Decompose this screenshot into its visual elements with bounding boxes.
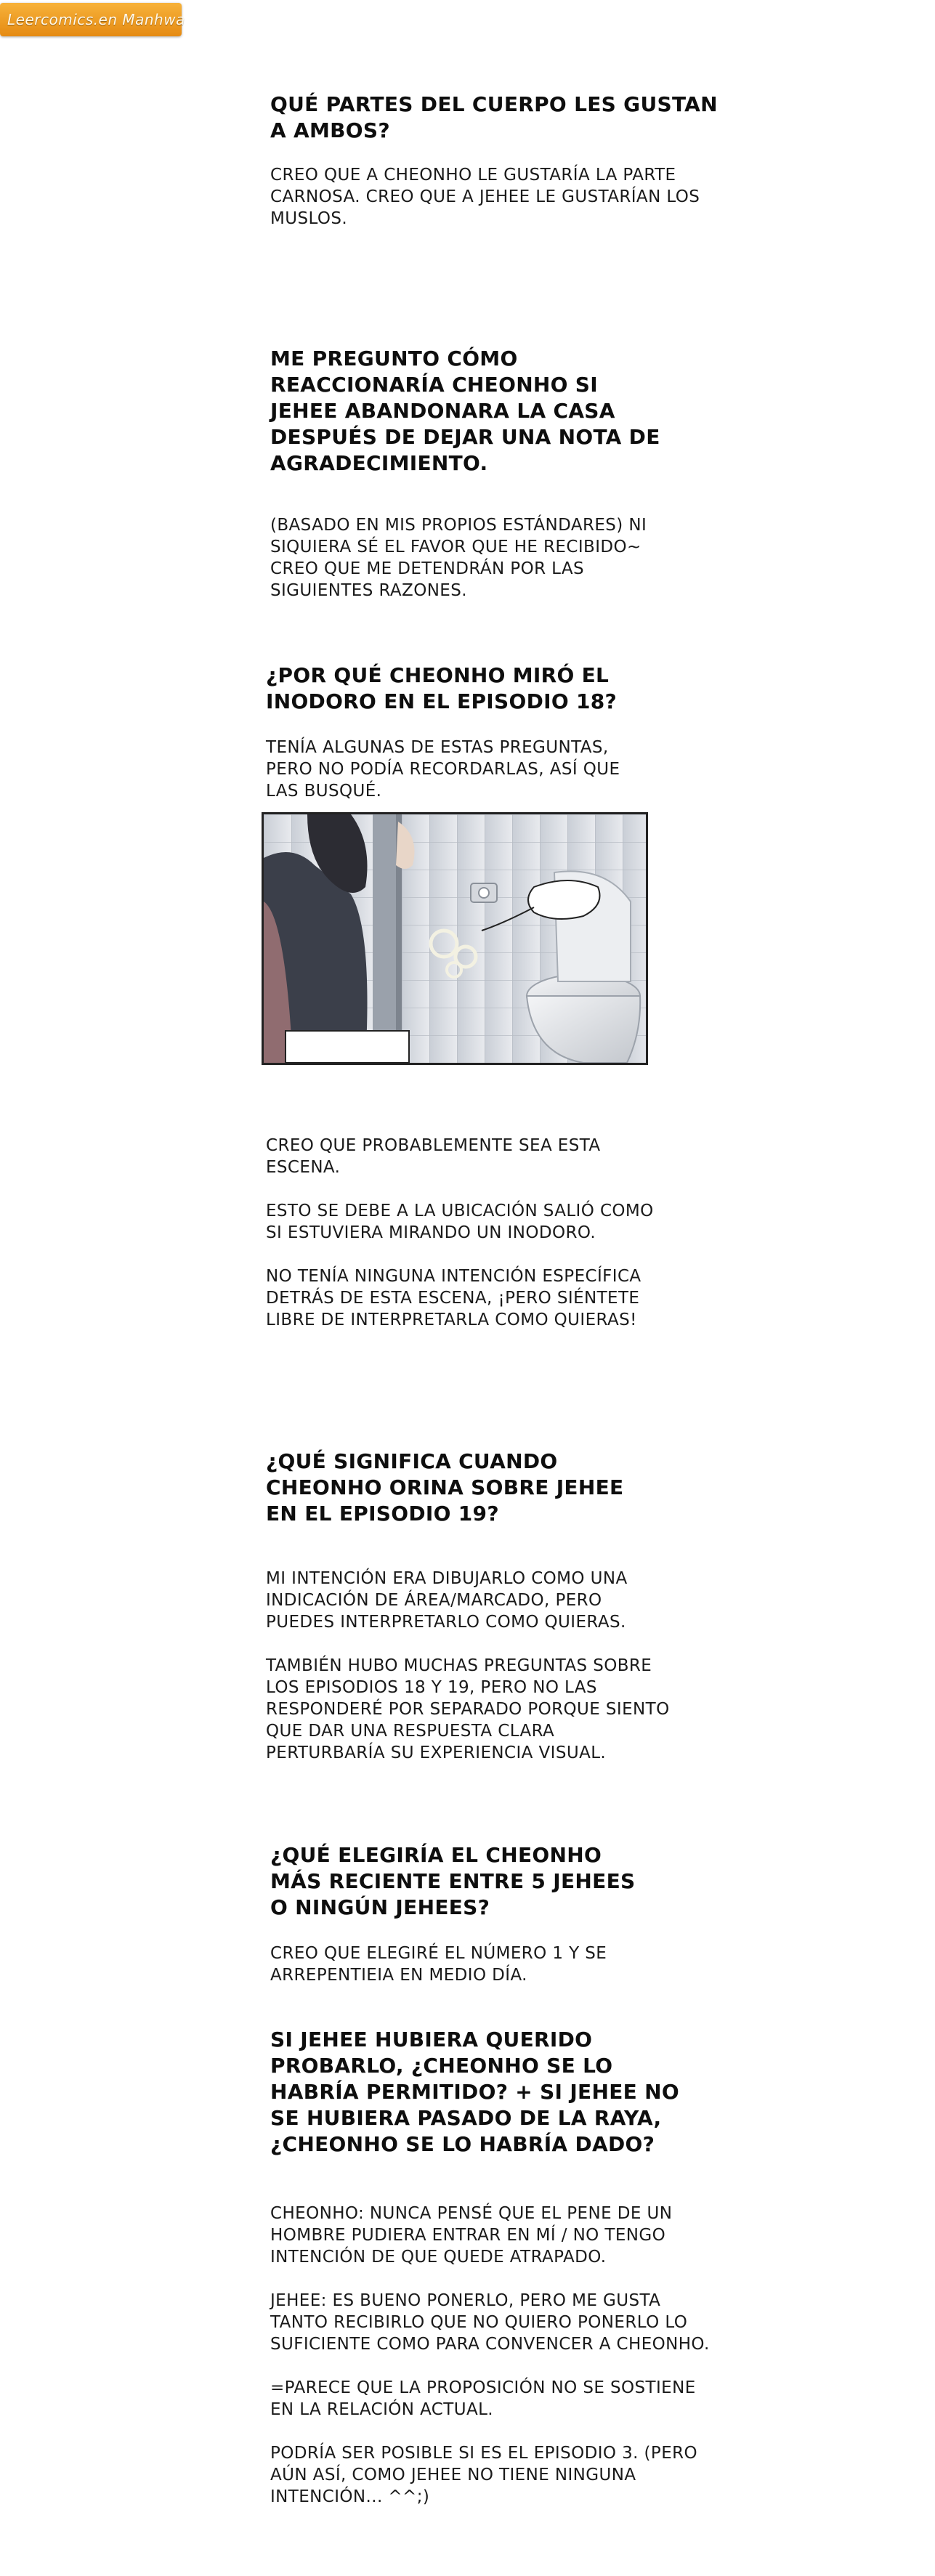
answer-toilet-search: TENÍA ALGUNAS DE ESTAS PREGUNTAS, PERO NO PODÍA RECORDARLAS, ASÍ QUE LAS BUSQUÉ. — [266, 738, 620, 801]
answer-scene-3: NO TENÍA NINGUNA INTENCIÓN ESPECÍFICA DETRÁS DE ESTA ESCENA, ¡PERO SIÉNTETE LIBRE DE INTERPRETARLA COMO QUIERAS! — [266, 1267, 641, 1329]
question-episode-19: ¿QUÉ SIGNIFICA CUANDO CHEONHO ORINA SOBRE JEHEE EN EL EPISODIO 19? — [266, 1449, 624, 1526]
answer-jehee: JEHEE: ES BUENO PONERLO, PERO ME GUSTA TANTO RECIBIRLO QUE NO QUIERO PONERLO LO SUFICIENTE COMO PARA CONVENCER A CHEONHO. — [270, 2291, 710, 2354]
comic-panel-toilet-scene — [262, 812, 648, 1065]
answer-episode-19-more: TAMBIÉN HUBO MUCHAS PREGUNTAS SOBRE LOS EPISODIOS 18 Y 19, PERO NO LAS RESPONDERÉ POR SEPARADO PORQUE SIENTO QUE DAR UNA RESPUESTA CLARA PERTURBARÍA SU EXPERIENCIA VISUAL. — [266, 1656, 670, 1762]
question-five-jehees: ¿QUÉ ELEGIRÍA EL CHEONHO MÁS RECIENTE ENTRE 5 JEHEES O NINGÚN JEHEES? — [270, 1843, 636, 1919]
site-logo-text: Leercomics.en Manhwa — [7, 11, 185, 28]
question-try-it: SI JEHEE HUBIERA QUERIDO PROBARLO, ¿CHEONHO SE LO HABRÍA PERMITIDO? + SI JEHEE NO SE HUBIERA PASADO DE LA RAYA, ¿CHEONHO SE LO HABRÍA DADO? — [270, 2028, 679, 2156]
answer-body-parts: CREO QUE A CHEONHO LE GUSTARÍA LA PARTE CARNOSA. CREO QUE A JEHEE LE GUSTARÍAN LOS MUSLOS. — [270, 166, 700, 228]
question-leaving-note: ME PREGUNTO CÓMO REACCIONARÍA CHEONHO SI JEHEE ABANDONARA LA CASA DESPUÉS DE DEJAR UNA NOTA DE AGRADECIMIENTO. — [270, 347, 660, 475]
answer-leaving-note: (BASADO EN MIS PROPIOS ESTÁNDARES) NI SIQUIERA SÉ EL FAVOR QUE HE RECIBIDO~ CREO QUE ME DETENDRÁN POR LAS SIGUIENTES RAZONES. — [270, 516, 647, 600]
answer-five-jehees: CREO QUE ELEGIRÉ EL NÚMERO 1 Y SE ARREPENTIEIA EN MEDIO DÍA. — [270, 1944, 607, 1985]
comic-panel-illustration — [264, 814, 646, 1063]
qa-block-1 — [270, 92, 735, 230]
question-body-parts: QUÉ PARTES DEL CUERPO LES GUSTAN A AMBOS? — [270, 92, 718, 142]
answer-scene-1: CREO QUE PROBABLEMENTE SEA ESTA ESCENA. — [266, 1136, 601, 1177]
qa-block-2 — [270, 346, 663, 602]
qa-block-4 — [266, 1135, 687, 1331]
site-logo[interactable] — [0, 3, 185, 36]
answer-cheonho: CHEONHO: NUNCA PENSÉ QUE EL PENE DE UN HOMBRE PUDIERA ENTRAR EN MÍ / NO TENGO INTENCIÓN DE QUE QUEDE ATRAPADO. — [270, 2204, 673, 2267]
answer-episode-3: PODRÍA SER POSIBLE SI ES EL EPISODIO 3. (PERO AÚN ASÍ, COMO JEHEE NO TIENE NINGUNA INTENCIÓN... ^^;) — [270, 2444, 698, 2506]
answer-scene-2: ESTO SE DEBE A LA UBICACIÓN SALIÓ COMO SI ESTUVIERA MIRANDO UN INODORO. — [266, 1202, 654, 1242]
qa-block-7 — [270, 2027, 710, 2508]
qa-block-3 — [266, 663, 695, 802]
qa-block-5 — [266, 1449, 673, 1764]
answer-episode-19-intent: MI INTENCIÓN ERA DIBUJARLO COMO UNA INDICACIÓN DE ÁREA/MARCADO, PERO PUEDES INTERPRETARLO COMO QUIERAS. — [266, 1569, 628, 1632]
qa-block-6 — [270, 1842, 663, 1986]
answer-proposition: =PARECE QUE LA PROPOSICIÓN NO SE SOSTIENE EN LA RELACIÓN ACTUAL. — [270, 2378, 696, 2419]
question-toilet-episode-18: ¿POR QUÉ CHEONHO MIRÓ EL INODORO EN EL EPISODIO 18? — [266, 663, 618, 713]
